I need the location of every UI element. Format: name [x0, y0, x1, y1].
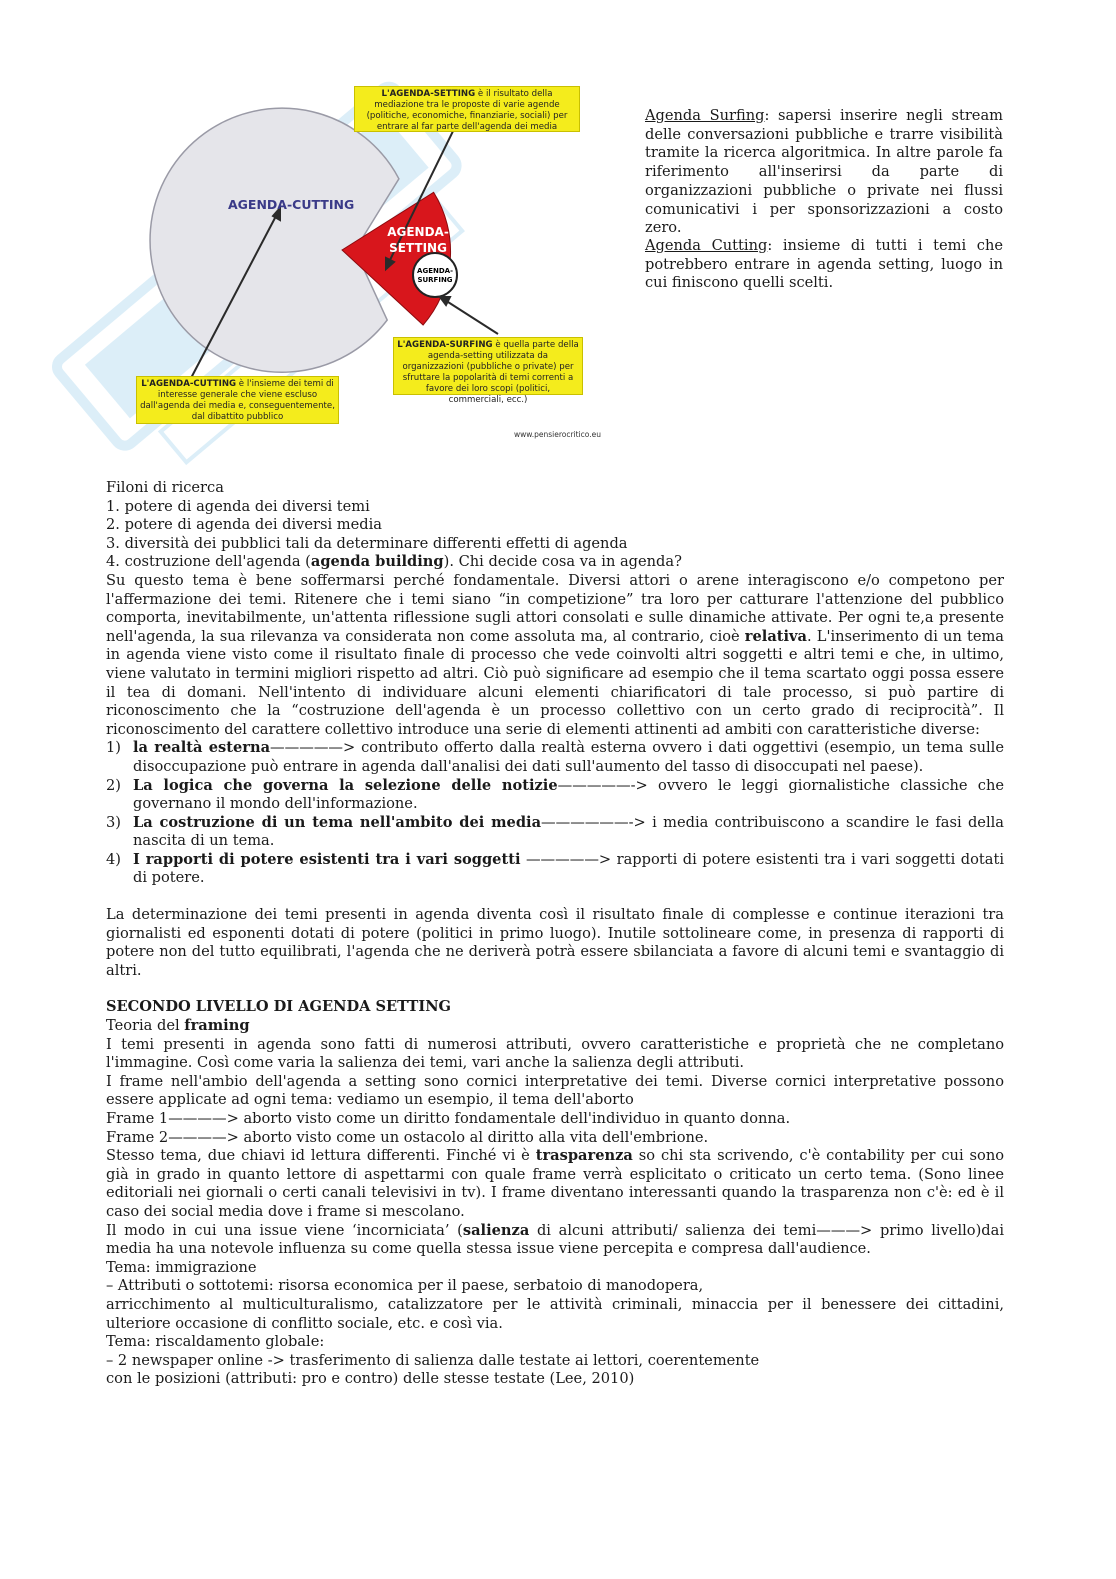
agenda-surfing-box-title: L'AGENDA-SURFING	[397, 340, 493, 350]
list-item-text: ——————-> i media contribuiscono a scandire le fasi della nascita di un tema.	[133, 813, 1004, 850]
list-item-bold: I rapporti di potere esistenti tra i vari soggetti	[133, 850, 521, 868]
agenda-cutting-definition	[645, 237, 1003, 293]
paragraph-salienza	[106, 1222, 1004, 1259]
list-item-bold: La logica che governa la selezione delle notizie	[133, 776, 558, 794]
filone-4-end: ). Chi decide cosa va in agenda?	[443, 553, 682, 571]
newspaper-line-1: – 2 newspaper online -> trasferimento di salienza dalle testate ai lettori, coerentemente	[106, 1351, 760, 1369]
filone-4-bold: agenda building	[310, 553, 444, 571]
attributi-line-1: – Attributi o sottotemi: risorsa economica per il paese, serbatoio di manodopera,	[106, 1277, 704, 1295]
agenda-surfing-definition	[645, 107, 1003, 238]
paragraph-competition	[106, 572, 1004, 739]
filone-2: 2. potere di agenda dei diversi media	[106, 516, 382, 534]
paragraph-trasparenza	[106, 1147, 1004, 1221]
list-number: 4)	[106, 850, 121, 868]
paragraph-competition-a: Su questo tema è bene soffermarsi perché fondamentale. Diversi attori o arene interagiscono e/o competono per l'affermazione dei temi. Ritenere che i temi siano “in competizione” tra loro per catturare l'attenzione del pubblico comporta, inevitabilmente, un'attenta riflessione sugli attori consolati e sulle dinamiche attivate. Per ogni te,a presente nell'agenda, la sua rilevanza va considerata non come assoluta ma, al contrario, cioè	[106, 571, 1004, 645]
section-heading: SECONDO LIVELLO DI AGENDA SETTING	[106, 998, 451, 1016]
list-number: 3)	[106, 813, 121, 831]
filone-4	[106, 553, 1004, 572]
attributi-line-2: arricchimento al multiculturalismo, catalizzatore per le attività criminali, minaccia per il benessere dei cittadini, ulteriore occasione di conflitto sociale, etc. e così via.	[106, 1295, 1004, 1332]
paragraph-trasparenza-bold: trasparenza	[535, 1147, 633, 1165]
list-item-text: —————> contributo offerto dalla realtà esterna ovvero i dati oggettivi (esempio, un tema sulle disoccupazione può entrare in agenda dall'analisi dei dati sull'aumento del tasso di disoccupati nel paese).	[133, 739, 1004, 775]
filone-3: 3. diversità dei pubblici tali da determinare differenti effetti di agenda	[106, 534, 628, 552]
list-item	[106, 814, 1004, 851]
list-item-bold: La costruzione di un tema nell'ambito dei media	[133, 813, 542, 831]
list-item	[106, 739, 1004, 776]
paragraph-attributi: I temi presenti in agenda sono fatti di numerosi attributi, ovvero caratteristiche e proprietà che ne completano l'immagine. Così come varia la salienza dei temi, vari anche la salienza degli attributi.	[106, 1035, 1004, 1072]
agenda-setting-label-line2: SETTING	[389, 241, 447, 255]
filone-4-start: 4. costruzione dell'agenda (	[106, 553, 311, 571]
agenda-setting-label-line1: AGENDA-	[387, 225, 449, 239]
newspaper-line-2: con le posizioni (attributi: pro e contro) delle stesse testate (Lee, 2010)	[106, 1370, 635, 1388]
list-number: 2)	[106, 776, 121, 794]
agenda-diagram	[130, 82, 620, 444]
diagram-credit: www.pensierocritico.eu	[514, 430, 601, 439]
agenda-cutting-box	[136, 376, 339, 424]
paragraph-salienza-c: di alcuni attributi/ salienza dei temi———> primo livello)dai media ha una notevole influenza su come quella stessa issue viene percepita e compresa dall'audience.	[106, 1221, 1004, 1258]
paragraph-trasparenza-a: Stesso tema, due chiavi id lettura differenti. Finché vi è	[106, 1147, 536, 1165]
list-item-bold: la realtà esterna	[133, 739, 271, 757]
frame-1: Frame 1————> aborto visto come un diritto fondamentale dell'individuo in quanto donna.	[106, 1110, 791, 1127]
paragraph-determinazione: La determinazione dei temi presenti in agenda diventa così il risultato finale di complesse e continue iterazioni tra giornalisti ed esponenti dotati di potere (politici in primo luogo). Inutile sottolineare come, in presenza di rapporti di potere non del tutto equilibrati, l'agenda che ne deriverà potrà essere sbilanciata a favore di alcuni temi e svantaggio di altri.	[106, 906, 1004, 979]
paragraph-competition-bold: relativa	[744, 627, 807, 645]
paragraph-competition-c: . L'inserimento di un tema in agenda viene visto come il risultato finale di processo che vede coinvolti altri soggetti e altri temi e che, in ultimo, viene valutato in termini migliori rispetto ad altri. Ciò può significare ad esempio che il tema scartato oggi possa essere il tea di domani. Nell'intento di individuare alcuni elementi chiarificatori di tale processo, si può partire di riconoscimento che la “costruzione dell'agenda è un processo collettivo con un certo grado di reciprocità”. Il riconoscimento del carattere collettivo introduce una serie di elementi attinenti ad ambiti con caratteristiche diverse:	[106, 627, 1004, 738]
filone-1: 1. potere di agenda dei diversi temi	[106, 497, 370, 515]
paragraph-trasparenza-c: so chi sta scrivendo, c'è contability per cui sono già in grado in quanto lettore di aspettarmi con quale frame verrà esplicitato o criticato un certo tema. (Sono linee editoriali nei giornali o certi canali televisivi in tv). I frame diventano interessanti quando la trasparenza non c'è: ed è il caso dei social media dove i frame si mescolano.	[106, 1147, 1004, 1220]
agenda-surfing-text: : sapersi inserire negli stream delle conversazioni pubbliche e trarre visibilità tramite la ricerca algoritmica. In altre parole fa riferimento all'inserirsi da parte di organizzazioni pubbliche o private nei flussi comunicativi i per sponsorizzazioni a costo zero.	[645, 107, 1003, 237]
agenda-setting-box	[354, 86, 580, 132]
teoria-framing	[106, 1017, 1004, 1036]
tema-riscaldamento: Tema: riscaldamento globale:	[106, 1333, 325, 1351]
agenda-cutting-term: Agenda Cutting	[645, 237, 768, 254]
teoria-bold: framing	[184, 1017, 250, 1035]
agenda-setting-box-text: è il risultato della mediazione tra le proposte di varie agende (politiche, economiche, finanziarie, sociali) per entrare al far parte dell'agenda dei media	[366, 89, 568, 132]
filoni-heading: Filoni di ricerca	[106, 479, 224, 496]
agenda-surfing-term: Agenda Surfing	[645, 107, 765, 124]
agenda-cutting-box-text: è l'insieme dei temi di interesse generale che viene escluso dall'agenda dei media e, conseguentemente, dal dibattito pubblico	[140, 379, 335, 422]
list-item	[106, 851, 1004, 888]
agenda-setting-label	[383, 224, 453, 256]
agenda-surfing-label	[414, 267, 456, 285]
main-text	[106, 479, 1004, 1389]
list-item-text: —————-> ovvero le leggi giornalistiche classiche che governano il mondo dell'informazione.	[133, 776, 1004, 813]
list-item	[106, 777, 1004, 814]
list-item-text: —————> rapporti di potere esistenti tra i vari soggetti dotati di potere.	[133, 850, 1004, 887]
teoria-label: Teoria del	[106, 1017, 185, 1035]
agenda-surfing-box-text: è quella parte della agenda-setting utilizzata da organizzazioni (pubbliche o private) per sfruttare la popolarità di temi correnti a favore dei loro scopi (politici, commerciali, ecc.)	[402, 340, 579, 405]
agenda-surfing-label-line1: AGENDA-	[417, 267, 453, 275]
tema-immigrazione: Tema: immigrazione	[106, 1258, 257, 1276]
list-number: 1)	[106, 739, 121, 757]
agenda-cutting-label: AGENDA-CUTTING	[228, 197, 355, 212]
agenda-setting-box-title: L'AGENDA-SETTING	[381, 89, 476, 99]
agenda-cutting-box-title: L'AGENDA-CUTTING	[141, 379, 237, 389]
paragraph-frame: I frame nell'ambio dell'agenda a setting sono cornici interpretative dei temi. Diverse cornici interpretative possono essere applicate ad ogni tema: vediamo un esempio, il tema dell'aborto	[106, 1072, 1004, 1109]
frame-2: Frame 2————> aborto visto come un ostacolo al diritto alla vita dell'embrione.	[106, 1128, 709, 1146]
paragraph-salienza-a: Il modo in cui una issue viene ‘incorniciata’ (	[106, 1221, 463, 1239]
agenda-surfing-box	[393, 337, 583, 405]
paragraph-salienza-bold: salienza	[462, 1221, 530, 1239]
agenda-cutting-text: : insieme di tutti i temi che potrebbero entrare in agenda setting, luogo in cui finiscono quelli scelti.	[645, 237, 1003, 292]
agenda-surfing-label-line2: SURFING	[417, 276, 453, 284]
